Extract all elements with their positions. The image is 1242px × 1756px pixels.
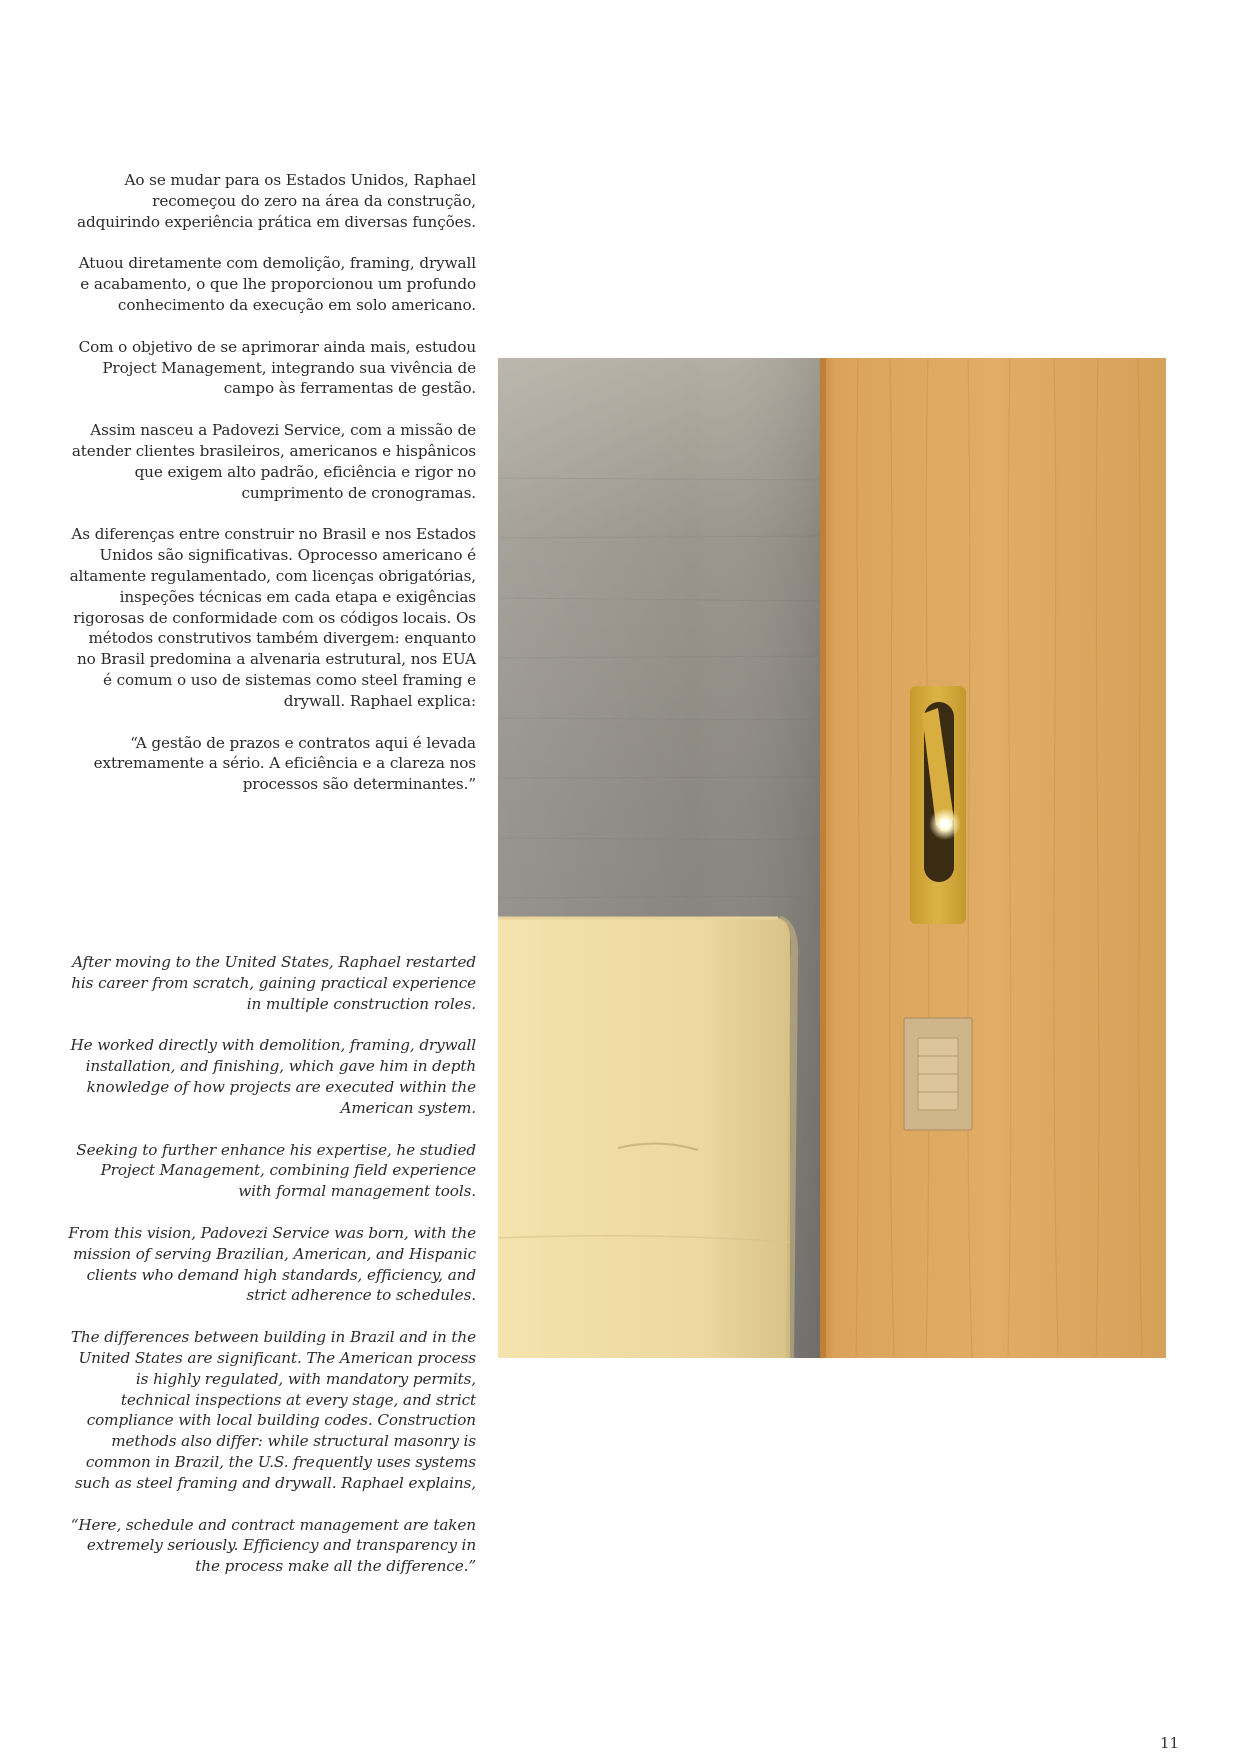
interior-photo xyxy=(498,358,1166,1358)
pt-quote: “A gestão de prazos e contratos aqui é levada extremamente a sério. A eficiência e a clareza nos processos são determinantes.” xyxy=(93,733,476,794)
pt-paragraph-4: Assim nasceu a Padovezi Service, com a missão de atender clientes brasileiros, americanos e hispânicos que exigem alto padrão, eficiência e rigor no cumprimento de cronogramas. xyxy=(71,421,476,502)
pt-paragraph-3: Com o objetivo de se aprimorar ainda mais, estudou Project Management, integrando sua vivência de campo às ferramentas de gestão. xyxy=(78,337,476,398)
pt-paragraph-2: Atuou diretamente com demolição, framing, drywall e acabamento, o que lhe proporcionou um profundo conhecimento da execução em solo americano. xyxy=(78,254,476,314)
en-quote: “Here, schedule and contract management are taken extremely seriously. Efficiency and transparency in the process make all the difference.” xyxy=(70,1515,476,1576)
wood-panel xyxy=(820,358,1166,1358)
headboard xyxy=(498,916,798,1358)
light-switch-panel xyxy=(904,1018,972,1130)
pt-paragraph-5: As diferenças entre construir no Brasil e nos Estados Unidos são significativas. Oprocesso americano é altamente regulamentado, com licenças obrigatórias, inspeções técnicas em cada etapa e exigências rigorosas de conformidade com os códigos locais. Os métodos construtivos também divergem: enquanto no Brasil predomina a alvenaria estrutural, nos EUA é comum o uso de sistemas como steel framing e drywall. Raphael explica: xyxy=(69,525,476,710)
en-paragraph-2: He worked directly with demolition, framing, drywall installation, and finishing, which gave him in depth knowledge of how projects are executed within the American system. xyxy=(70,1036,476,1117)
en-paragraph-5: The differences between building in Brazil and in the United States are significant. The American process is highly regulated, with mandatory permits, technical inspections at every stage, and strict compliance with local building codes. Construction methods also differ: while structural masonry is common in Brazil, the U.S. frequently uses systems such as steel framing and drywall. Raphael explains, xyxy=(70,1328,476,1492)
en-paragraph-1: After moving to the United States, Raphael restarted his career from scratch, gaining practical experience in multiple construction roles. xyxy=(71,953,476,1013)
en-paragraph-3: Seeking to further enhance his expertise, he studied Project Management, combining field experience with formal management tools. xyxy=(76,1140,476,1201)
portuguese-text-column xyxy=(68,170,476,816)
en-paragraph-4: From this vision, Padovezi Service was born, with the mission of serving Brazilian, American, and Hispanic clients who demand high standards, efficiency, and strict adherence to schedules. xyxy=(68,1223,476,1305)
reading-lamp xyxy=(910,686,966,924)
english-text-column xyxy=(68,952,476,1598)
page-number: 11 xyxy=(1160,1734,1180,1752)
pt-paragraph-1: Ao se mudar para os Estados Unidos, Raphael recomeçou do zero na área da construção, adquirindo experiência prática em diversas funções. xyxy=(77,171,476,231)
